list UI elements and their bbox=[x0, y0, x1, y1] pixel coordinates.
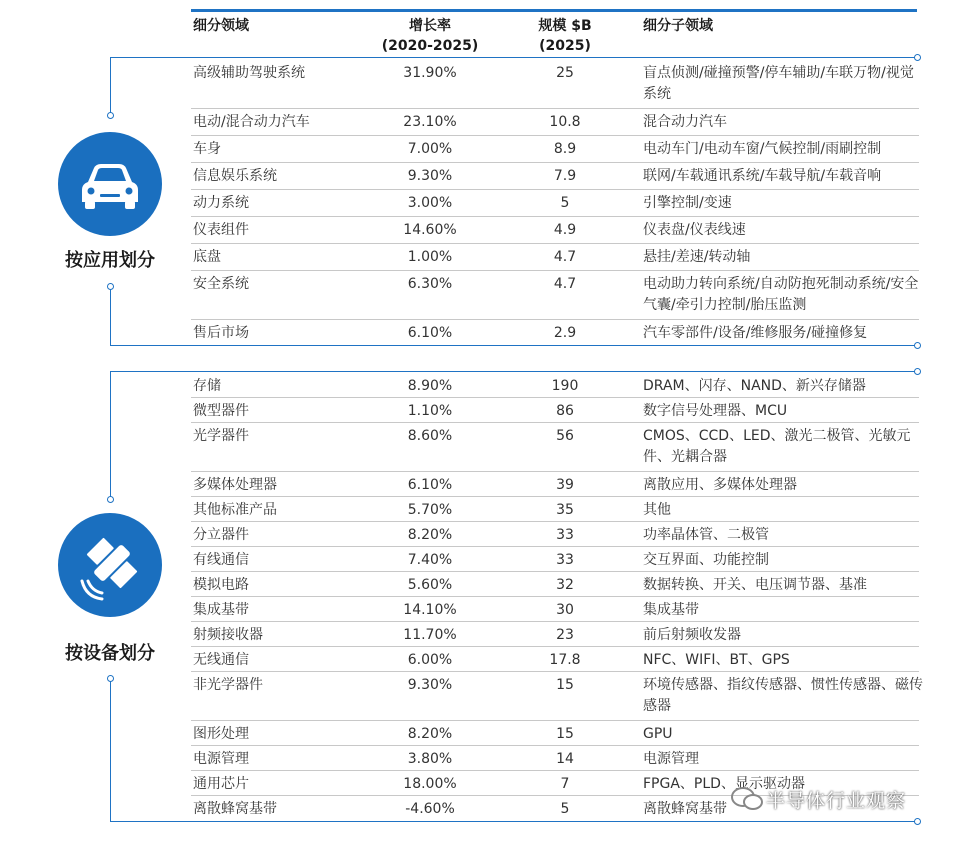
group1-left-line-top bbox=[110, 57, 111, 115]
row-separator bbox=[191, 596, 919, 597]
cell-growth: 31.90% bbox=[403, 65, 457, 81]
car-icon bbox=[58, 132, 162, 236]
cell-growth: 14.10% bbox=[403, 602, 457, 618]
row-separator bbox=[191, 546, 919, 547]
cell-segment: 安全系统 bbox=[193, 276, 249, 292]
row-separator bbox=[191, 189, 919, 190]
cell-size: 25 bbox=[556, 65, 574, 81]
row-separator bbox=[191, 521, 919, 522]
watermark: 半导体行业观察 bbox=[766, 790, 907, 812]
cell-growth: 7.00% bbox=[407, 141, 453, 157]
cell-subsegment: 引擎控制/变速 bbox=[643, 195, 732, 211]
cell-subsegment: 汽车零部件/设备/维修服务/碰撞修复 bbox=[643, 325, 868, 341]
cell-growth: 6.30% bbox=[407, 276, 453, 292]
cell-subsegment: 盲点侦测/碰撞预警/停车辅助/车联万物/视觉系统 bbox=[643, 65, 914, 102]
cell-subsegment: 数字信号处理器、MCU bbox=[643, 403, 788, 419]
cell-segment: 模拟电路 bbox=[193, 577, 249, 593]
cell-subsegment: NFC、WIFI、BT、GPS bbox=[643, 652, 790, 668]
cell-size: 35 bbox=[556, 502, 574, 518]
cell-segment: 图形处理 bbox=[193, 726, 249, 742]
cell-size: 7.9 bbox=[553, 168, 577, 184]
cell-segment: 车身 bbox=[193, 141, 221, 157]
group1-dot-right-top bbox=[914, 54, 921, 61]
cell-segment: 射频接收器 bbox=[193, 627, 263, 643]
cell-subsegment: GPU bbox=[643, 726, 673, 742]
satellite-icon bbox=[58, 513, 162, 617]
cell-segment: 离散蜂窝基带 bbox=[193, 801, 277, 817]
cell-segment: 光学器件 bbox=[193, 428, 249, 444]
cell-size: 4.7 bbox=[553, 276, 577, 292]
cell-growth: -4.60% bbox=[405, 801, 455, 817]
cell-segment: 电源管理 bbox=[193, 751, 249, 767]
cell-subsegment: 离散蜂窝基带 bbox=[643, 801, 727, 817]
cell-size: 7 bbox=[560, 776, 570, 792]
cell-size: 4.9 bbox=[553, 222, 577, 238]
cell-segment: 分立器件 bbox=[193, 527, 249, 543]
cell-size: 15 bbox=[556, 726, 574, 742]
row-separator bbox=[191, 671, 919, 672]
cell-size: 56 bbox=[556, 428, 574, 444]
cell-size: 23 bbox=[556, 627, 574, 643]
row-separator bbox=[191, 397, 919, 398]
row-separator bbox=[191, 745, 919, 746]
cell-subsegment: 联网/车载通讯系统/车载导航/车载音响 bbox=[643, 168, 882, 184]
cell-growth: 8.60% bbox=[407, 428, 453, 444]
group2-left-line-top bbox=[110, 371, 111, 499]
cell-segment: 动力系统 bbox=[193, 195, 249, 211]
cell-segment: 底盘 bbox=[193, 249, 221, 265]
cell-subsegment: 电动助力转向系统/自动防抱死制动系统/安全气囊/牵引力控制/胎压监测 bbox=[643, 276, 919, 313]
row-separator bbox=[191, 135, 919, 136]
cell-subsegment: 交互界面、功能控制 bbox=[643, 552, 769, 568]
cell-segment: 无线通信 bbox=[193, 652, 249, 668]
cell-subsegment: 数据转换、开关、电压调节器、基准 bbox=[643, 577, 867, 593]
cell-growth: 6.10% bbox=[407, 477, 453, 493]
cell-size: 4.7 bbox=[553, 249, 577, 265]
cell-segment: 多媒体处理器 bbox=[193, 477, 277, 493]
cell-size: 33 bbox=[556, 552, 574, 568]
cell-size: 33 bbox=[556, 527, 574, 543]
group1-bottom-rule bbox=[110, 345, 917, 346]
cell-growth: 5.60% bbox=[407, 577, 453, 593]
cell-subsegment: 电源管理 bbox=[643, 751, 699, 767]
cell-subsegment: 前后射频收发器 bbox=[643, 627, 741, 643]
cell-size: 5 bbox=[560, 801, 570, 817]
row-separator bbox=[191, 770, 919, 771]
cell-subsegment: CMOS、CCD、LED、激光二极管、光敏元件、光耦合器 bbox=[643, 428, 911, 465]
cell-subsegment: 其他 bbox=[643, 502, 671, 518]
cell-subsegment: 混合动力汽车 bbox=[643, 114, 727, 130]
cell-growth: 1.00% bbox=[407, 249, 453, 265]
cell-subsegment: 电动车门/电动车窗/气候控制/雨刷控制 bbox=[643, 141, 882, 157]
row-separator bbox=[191, 270, 919, 271]
cell-subsegment: 功率晶体管、二极管 bbox=[643, 527, 769, 543]
cell-growth: 9.30% bbox=[407, 168, 453, 184]
cell-size: 190 bbox=[551, 378, 579, 394]
row-separator bbox=[191, 243, 919, 244]
cell-size: 10.8 bbox=[549, 114, 581, 130]
cell-segment: 通用芯片 bbox=[193, 776, 249, 792]
header-scale: 规模 $B (2025) bbox=[538, 18, 592, 54]
row-separator bbox=[191, 319, 919, 320]
cell-segment: 集成基带 bbox=[193, 602, 249, 618]
cell-size: 32 bbox=[556, 577, 574, 593]
header-segment: 细分领域 bbox=[193, 18, 249, 34]
cell-segment: 微型器件 bbox=[193, 403, 249, 419]
cell-subsegment: DRAM、闪存、NAND、新兴存储器 bbox=[643, 378, 866, 394]
header-top-rule bbox=[191, 9, 917, 12]
cell-segment: 有线通信 bbox=[193, 552, 249, 568]
cell-growth: 7.40% bbox=[407, 552, 453, 568]
cell-segment: 存储 bbox=[193, 378, 221, 394]
cell-segment: 售后市场 bbox=[193, 325, 249, 341]
header-subsegment: 细分子领域 bbox=[643, 18, 713, 34]
group1-dot-top bbox=[107, 112, 114, 119]
group1-left-line-bottom bbox=[110, 288, 111, 346]
group2-left-line-bottom bbox=[110, 680, 111, 822]
group-label-device: 按设备划分 bbox=[65, 643, 155, 664]
group1-top-rule bbox=[110, 57, 917, 58]
cell-growth: 23.10% bbox=[403, 114, 457, 130]
row-separator bbox=[191, 422, 919, 423]
cell-size: 14 bbox=[556, 751, 574, 767]
header-growth: 增长率 (2020-2025) bbox=[381, 18, 479, 54]
group2-dot-top bbox=[107, 496, 114, 503]
cell-size: 8.9 bbox=[553, 141, 577, 157]
group2-top-rule bbox=[110, 371, 917, 372]
cell-subsegment: 悬挂/差速/转动轴 bbox=[643, 249, 751, 265]
cell-growth: 8.90% bbox=[407, 378, 453, 394]
cell-growth: 6.10% bbox=[407, 325, 453, 341]
group2-dot-bottom bbox=[107, 675, 114, 682]
cell-subsegment: 集成基带 bbox=[643, 602, 699, 618]
row-separator bbox=[191, 216, 919, 217]
cell-segment: 电动/混合动力汽车 bbox=[193, 114, 310, 130]
cell-size: 86 bbox=[556, 403, 574, 419]
cell-growth: 8.20% bbox=[407, 527, 453, 543]
cell-growth: 5.70% bbox=[407, 502, 453, 518]
cell-size: 39 bbox=[556, 477, 574, 493]
cell-growth: 18.00% bbox=[403, 776, 457, 792]
cell-subsegment: FPGA、PLD、显示驱动器 bbox=[643, 776, 805, 792]
cell-growth: 11.70% bbox=[403, 627, 457, 643]
cell-growth: 9.30% bbox=[407, 677, 453, 693]
cell-segment: 高级辅助驾驶系统 bbox=[193, 65, 305, 81]
cell-segment: 信息娱乐系统 bbox=[193, 168, 277, 184]
cell-segment: 其他标准产品 bbox=[193, 502, 277, 518]
cell-segment: 非光学器件 bbox=[193, 677, 263, 693]
row-separator bbox=[191, 720, 919, 721]
group2-dot-right-top bbox=[914, 368, 921, 375]
cell-size: 2.9 bbox=[553, 325, 577, 341]
row-separator bbox=[191, 496, 919, 497]
cell-subsegment: 仪表盘/仪表线速 bbox=[643, 222, 746, 238]
cell-growth: 6.00% bbox=[407, 652, 453, 668]
row-separator bbox=[191, 646, 919, 647]
cell-segment: 仪表组件 bbox=[193, 222, 249, 238]
cell-subsegment: 环境传感器、指纹传感器、惯性传感器、磁传感器 bbox=[643, 677, 923, 714]
cell-size: 15 bbox=[556, 677, 574, 693]
cell-growth: 1.10% bbox=[407, 403, 453, 419]
cell-size: 30 bbox=[556, 602, 574, 618]
row-separator bbox=[191, 621, 919, 622]
cell-growth: 8.20% bbox=[407, 726, 453, 742]
group-label-application: 按应用划分 bbox=[65, 250, 155, 271]
cell-growth: 3.00% bbox=[407, 195, 453, 211]
cell-growth: 14.60% bbox=[403, 222, 457, 238]
cell-size: 5 bbox=[560, 195, 570, 211]
cell-growth: 3.80% bbox=[407, 751, 453, 767]
row-separator bbox=[191, 162, 919, 163]
wechat-icon bbox=[730, 786, 764, 812]
row-separator bbox=[191, 571, 919, 572]
row-separator bbox=[191, 471, 919, 472]
group2-bottom-rule bbox=[110, 821, 917, 822]
cell-size: 17.8 bbox=[549, 652, 581, 668]
cell-subsegment: 离散应用、多媒体处理器 bbox=[643, 477, 797, 493]
group1-dot-bottom bbox=[107, 283, 114, 290]
row-separator bbox=[191, 108, 919, 109]
